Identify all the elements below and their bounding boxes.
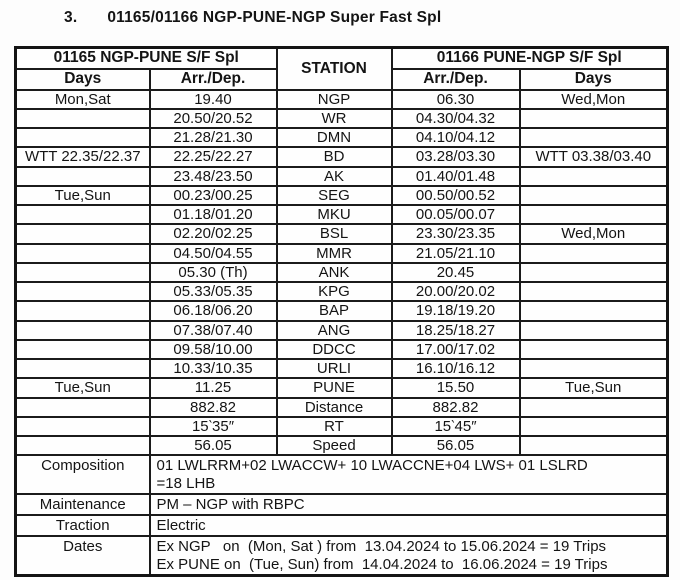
time-right-cell: 23.30/23.35 bbox=[392, 224, 520, 243]
station-cell: ANK bbox=[277, 263, 392, 282]
time-right-cell: 00.05/00.07 bbox=[392, 205, 520, 224]
table-row bbox=[16, 378, 668, 397]
table-row bbox=[16, 167, 668, 186]
days-right-cell bbox=[520, 321, 668, 340]
station-cell: BAP bbox=[277, 301, 392, 320]
title-text: 01165/01166 NGP-PUNE-NGP Super Fast Spl bbox=[107, 9, 442, 26]
time-left-cell: 06.18/06.20 bbox=[150, 301, 277, 320]
days-left-cell bbox=[16, 436, 150, 455]
station-cell: AK bbox=[277, 167, 392, 186]
time-right-cell: 15‵45″ bbox=[392, 417, 520, 436]
table-row bbox=[16, 417, 668, 436]
time-left-cell: 07.38/07.40 bbox=[150, 321, 277, 340]
table-row bbox=[16, 398, 668, 417]
time-left-cell: 09.58/10.00 bbox=[150, 340, 277, 359]
days-right-cell bbox=[520, 244, 668, 263]
days-right-cell bbox=[520, 205, 668, 224]
station-cell: MMR bbox=[277, 244, 392, 263]
days-left-cell bbox=[16, 109, 150, 128]
info-row bbox=[16, 515, 668, 536]
days-left-cell bbox=[16, 205, 150, 224]
days-right-cell bbox=[520, 263, 668, 282]
time-left-cell: 00.23/00.25 bbox=[150, 186, 277, 205]
time-right-cell: 04.10/04.12 bbox=[392, 128, 520, 147]
days-left-cell bbox=[16, 321, 150, 340]
time-right-cell: 17.00/17.02 bbox=[392, 340, 520, 359]
days-right-cell bbox=[520, 301, 668, 320]
time-left-cell: 23.48/23.50 bbox=[150, 167, 277, 186]
info-row bbox=[16, 494, 668, 515]
station-cell: DMN bbox=[277, 128, 392, 147]
time-right-cell: 56.05 bbox=[392, 436, 520, 455]
info-value-line: PM – NGP with RBPC bbox=[156, 495, 305, 513]
days-left-cell bbox=[16, 398, 150, 417]
table-row bbox=[16, 90, 668, 109]
info-value-line: 01 LWLRRM+02 LWACCW+ 10 LWACCNE+04 LWS+ 01 LSLRD bbox=[156, 457, 588, 475]
table-row bbox=[16, 436, 668, 455]
station-cell: DDCC bbox=[277, 340, 392, 359]
info-label: Dates bbox=[16, 536, 150, 575]
table-row bbox=[16, 301, 668, 320]
time-left-cell: 04.50/04.55 bbox=[150, 244, 277, 263]
days-right-header: Days bbox=[520, 69, 668, 90]
time-left-cell: 01.18/01.20 bbox=[150, 205, 277, 224]
station-cell: ANG bbox=[277, 321, 392, 340]
days-left-cell bbox=[16, 282, 150, 301]
table-row bbox=[16, 340, 668, 359]
timetable-header bbox=[16, 48, 668, 90]
station-cell: BSL bbox=[277, 224, 392, 243]
station-cell: PUNE bbox=[277, 378, 392, 397]
days-right-cell: WTT 03.38/03.40 bbox=[520, 147, 668, 166]
days-left-cell bbox=[16, 244, 150, 263]
time-right-cell: 882.82 bbox=[392, 398, 520, 417]
days-left-cell bbox=[16, 301, 150, 320]
time-right-cell: 15.50 bbox=[392, 378, 520, 397]
time-right-cell: 04.30/04.32 bbox=[392, 109, 520, 128]
table-row bbox=[16, 109, 668, 128]
table-row bbox=[16, 263, 668, 282]
arrdep-right-header: Arr./Dep. bbox=[392, 69, 520, 90]
time-right-cell: 20.00/20.02 bbox=[392, 282, 520, 301]
table-row bbox=[16, 147, 668, 166]
time-right-cell: 19.18/19.20 bbox=[392, 301, 520, 320]
days-right-cell bbox=[520, 109, 668, 128]
station-cell: Speed bbox=[277, 436, 392, 455]
station-cell: BD bbox=[277, 147, 392, 166]
station-cell: NGP bbox=[277, 90, 392, 109]
info-value-line: Ex NGP on (Mon, Sat ) from 13.04.2024 to 15.06.2024 = 19 Trips bbox=[156, 538, 607, 556]
info-label: Traction bbox=[16, 515, 150, 536]
time-right-cell: 06.30 bbox=[392, 90, 520, 109]
table-row bbox=[16, 282, 668, 301]
time-right-cell: 01.40/01.48 bbox=[392, 167, 520, 186]
time-left-cell: 22.25/22.27 bbox=[150, 147, 277, 166]
days-left-cell: WTT 22.35/22.37 bbox=[16, 147, 150, 166]
info-value bbox=[150, 455, 668, 494]
days-left-cell: Tue,Sun bbox=[16, 186, 150, 205]
days-left-cell bbox=[16, 128, 150, 147]
left-train-header: 01165 NGP-PUNE S/F Spl bbox=[16, 48, 277, 69]
days-right-cell: Wed,Mon bbox=[520, 90, 668, 109]
time-left-cell: 10.33/10.35 bbox=[150, 359, 277, 378]
title-number: 3. bbox=[64, 9, 78, 26]
time-right-cell: 21.05/21.10 bbox=[392, 244, 520, 263]
days-right-cell bbox=[520, 282, 668, 301]
table-row bbox=[16, 224, 668, 243]
right-train-header: 01166 PUNE-NGP S/F Spl bbox=[392, 48, 668, 69]
table-row bbox=[16, 359, 668, 378]
days-right-cell bbox=[520, 186, 668, 205]
table-row bbox=[16, 128, 668, 147]
days-left-cell bbox=[16, 263, 150, 282]
info-value bbox=[150, 536, 668, 575]
time-left-cell: 56.05 bbox=[150, 436, 277, 455]
arrdep-left-header: Arr./Dep. bbox=[150, 69, 277, 90]
days-right-cell bbox=[520, 436, 668, 455]
header-row-trains bbox=[16, 48, 668, 69]
info-row bbox=[16, 536, 668, 575]
days-left-cell bbox=[16, 359, 150, 378]
time-left-cell: 05.30 (Th) bbox=[150, 263, 277, 282]
time-right-cell: 16.10/16.12 bbox=[392, 359, 520, 378]
info-value-line: Electric bbox=[156, 517, 206, 534]
time-left-cell: 882.82 bbox=[150, 398, 277, 417]
timetable bbox=[14, 46, 669, 577]
days-right-cell bbox=[520, 128, 668, 147]
station-cell: RT bbox=[277, 417, 392, 436]
page-title bbox=[64, 9, 441, 27]
time-right-cell: 03.28/03.30 bbox=[392, 147, 520, 166]
days-right-cell: Wed,Mon bbox=[520, 224, 668, 243]
station-cell: WR bbox=[277, 109, 392, 128]
days-left-cell bbox=[16, 224, 150, 243]
info-value-line: =18 LHB bbox=[156, 474, 216, 492]
info-label: Composition bbox=[16, 455, 150, 494]
days-left-cell: Mon,Sat bbox=[16, 90, 150, 109]
days-right-cell bbox=[520, 417, 668, 436]
time-right-cell: 00.50/00.52 bbox=[392, 186, 520, 205]
station-cell: Distance bbox=[277, 398, 392, 417]
info-label: Maintenance bbox=[16, 494, 150, 515]
days-left-cell: Tue,Sun bbox=[16, 378, 150, 397]
days-left-header: Days bbox=[16, 69, 150, 90]
time-right-cell: 20.45 bbox=[392, 263, 520, 282]
days-left-cell bbox=[16, 417, 150, 436]
days-left-cell bbox=[16, 167, 150, 186]
table-row bbox=[16, 321, 668, 340]
time-left-cell: 20.50/20.52 bbox=[150, 109, 277, 128]
table-row bbox=[16, 205, 668, 224]
table-row bbox=[16, 186, 668, 205]
table-row bbox=[16, 244, 668, 263]
info-row bbox=[16, 455, 668, 494]
station-cell: KPG bbox=[277, 282, 392, 301]
station-header: STATION bbox=[277, 48, 392, 90]
info-body bbox=[16, 455, 668, 575]
time-left-cell: 11.25 bbox=[150, 378, 277, 397]
info-value bbox=[150, 494, 668, 515]
time-right-cell: 18.25/18.27 bbox=[392, 321, 520, 340]
station-cell: MKU bbox=[277, 205, 392, 224]
days-right-cell bbox=[520, 398, 668, 417]
time-left-cell: 02.20/02.25 bbox=[150, 224, 277, 243]
info-value-line: Ex PUNE on (Tue, Sun) from 14.04.2024 to 16.06.2024 = 19 Trips bbox=[156, 555, 608, 573]
days-right-cell: Tue,Sun bbox=[520, 378, 668, 397]
days-right-cell bbox=[520, 359, 668, 378]
station-cell: SEG bbox=[277, 186, 392, 205]
days-left-cell bbox=[16, 340, 150, 359]
station-cell: URLI bbox=[277, 359, 392, 378]
days-right-cell bbox=[520, 340, 668, 359]
time-left-cell: 19.40 bbox=[150, 90, 277, 109]
days-right-cell bbox=[520, 167, 668, 186]
schedule-body bbox=[16, 90, 668, 456]
time-left-cell: 05.33/05.35 bbox=[150, 282, 277, 301]
time-left-cell: 21.28/21.30 bbox=[150, 128, 277, 147]
info-value bbox=[150, 515, 668, 536]
time-left-cell: 15‵35″ bbox=[150, 417, 277, 436]
